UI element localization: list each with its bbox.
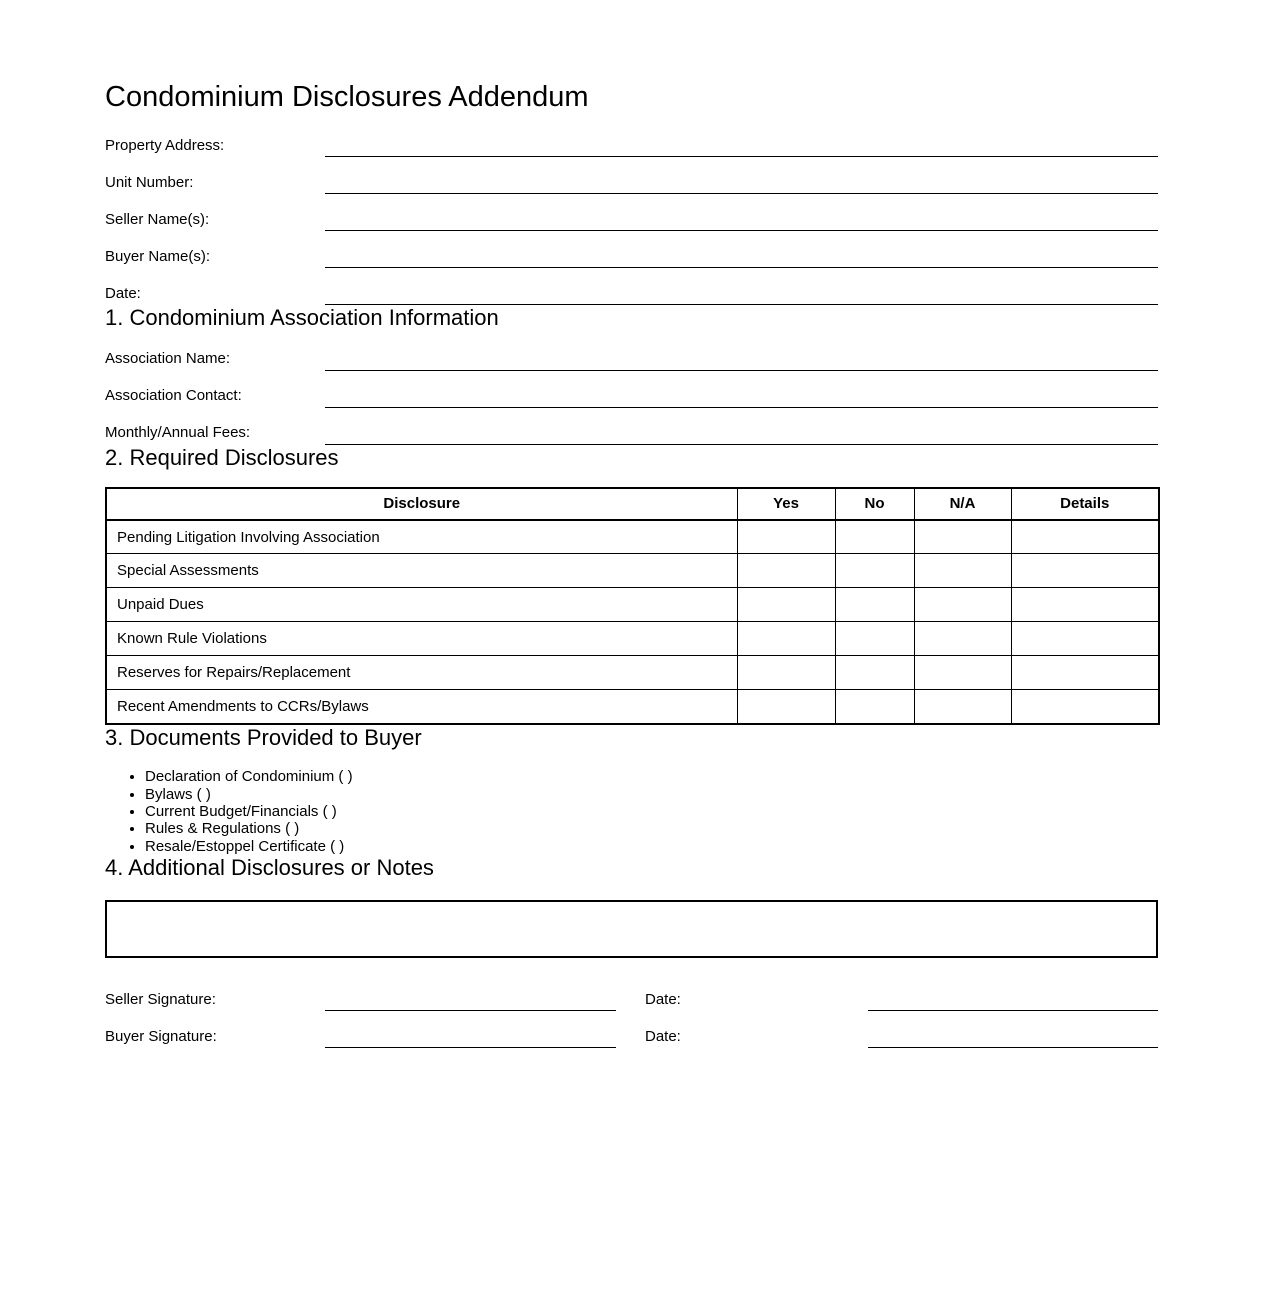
yes-cell[interactable] [737, 690, 835, 724]
na-cell[interactable] [914, 622, 1011, 656]
seller-names-input[interactable] [325, 201, 1158, 231]
na-cell[interactable] [914, 554, 1011, 588]
table-row [106, 690, 1159, 724]
list-item: • Current Budget/Financials ( ) [145, 803, 1158, 820]
details-cell[interactable] [1011, 588, 1159, 622]
field-row-buyer-names [105, 231, 1158, 268]
no-cell[interactable] [835, 554, 914, 588]
unit-number-label: Unit Number: [105, 174, 194, 192]
list-item: • Rules & Regulations ( ) [145, 820, 1158, 837]
seller-names-label: Seller Name(s): [105, 211, 210, 229]
no-cell[interactable] [835, 588, 914, 622]
fees-label: Monthly/Annual Fees: [105, 424, 251, 442]
details-cell[interactable] [1011, 690, 1159, 724]
details-cell[interactable] [1011, 622, 1159, 656]
yes-cell[interactable] [737, 588, 835, 622]
buyer-signature-input[interactable] [325, 1018, 616, 1048]
list-item: • Resale/Estoppel Certificate ( ) [145, 838, 1158, 855]
seller-date-label: Date: [645, 990, 681, 1008]
property-address-input[interactable] [325, 127, 1158, 157]
field-row-association-name [105, 334, 1158, 371]
date-input[interactable] [325, 275, 1158, 305]
field-row-association-contact [105, 371, 1158, 408]
notes-box[interactable] [105, 900, 1158, 958]
header-na: N/A [914, 488, 1011, 520]
yes-cell[interactable] [737, 554, 835, 588]
field-row-unit-number [105, 157, 1158, 194]
date-label: Date: [105, 285, 141, 303]
buyer-signature-label: Buyer Signature: [105, 1027, 217, 1045]
association-contact-label: Association Contact: [105, 387, 242, 405]
na-cell[interactable] [914, 520, 1011, 554]
table-row [106, 554, 1159, 588]
field-row-date [105, 268, 1158, 305]
field-row-seller-names [105, 194, 1158, 231]
field-row-fees [105, 408, 1158, 445]
na-cell[interactable] [914, 656, 1011, 690]
unit-number-input[interactable] [325, 164, 1158, 194]
details-cell[interactable] [1011, 520, 1159, 554]
buyer-date-input[interactable] [868, 1018, 1158, 1048]
header-disclosure: Disclosure [106, 488, 737, 520]
na-cell[interactable] [914, 690, 1011, 724]
seller-signature-input[interactable] [325, 981, 616, 1011]
details-cell[interactable] [1011, 554, 1159, 588]
yes-cell[interactable] [737, 520, 835, 554]
yes-cell[interactable] [737, 622, 835, 656]
section-heading-association: 1. Condominium Association Information [105, 305, 499, 331]
seller-signature-row [105, 974, 1158, 1011]
section-heading-documents: 3. Documents Provided to Buyer [105, 724, 422, 750]
disclosure-label-cell: Pending Litigation Involving Association [106, 520, 737, 554]
header-details: Details [1011, 488, 1159, 520]
header-fields [105, 120, 1158, 305]
association-fields [105, 334, 1158, 445]
association-name-label: Association Name: [105, 350, 231, 368]
page-title: Condominium Disclosures Addendum [105, 81, 589, 113]
list-item: • Bylaws ( ) [145, 786, 1158, 803]
header-no: No [835, 488, 914, 520]
signature-section [105, 974, 1158, 1048]
yes-cell[interactable] [737, 656, 835, 690]
no-cell[interactable] [835, 622, 914, 656]
association-name-input[interactable] [325, 341, 1158, 371]
documents-list [105, 768, 1158, 855]
disclosure-label-cell: Known Rule Violations [106, 622, 737, 656]
buyer-names-label: Buyer Name(s): [105, 248, 211, 266]
section-heading-disclosures: 2. Required Disclosures [105, 444, 339, 470]
buyer-signature-row [105, 1011, 1158, 1048]
list-item: • Declaration of Condominium ( ) [145, 768, 1158, 785]
disclosure-label-cell: Recent Amendments to CCRs/Bylaws [106, 690, 737, 724]
seller-date-input[interactable] [868, 981, 1158, 1011]
disclosure-label-cell: Special Assessments [106, 554, 737, 588]
seller-signature-label: Seller Signature: [105, 990, 216, 1008]
table-row [106, 588, 1159, 622]
table-row [106, 622, 1159, 656]
disclosure-label-cell: Unpaid Dues [106, 588, 737, 622]
table-row [106, 656, 1159, 690]
header-yes: Yes [737, 488, 835, 520]
fees-input[interactable] [325, 415, 1158, 445]
disclosure-label-cell: Reserves for Repairs/Replacement [106, 656, 737, 690]
section-heading-notes: 4. Additional Disclosures or Notes [105, 855, 434, 881]
table-header-row [106, 488, 1159, 520]
table-row [106, 520, 1159, 554]
no-cell[interactable] [835, 690, 914, 724]
na-cell[interactable] [914, 588, 1011, 622]
buyer-names-input[interactable] [325, 238, 1158, 268]
no-cell[interactable] [835, 656, 914, 690]
disclosures-table [105, 487, 1160, 725]
no-cell[interactable] [835, 520, 914, 554]
field-row-property-address [105, 120, 1158, 157]
details-cell[interactable] [1011, 656, 1159, 690]
buyer-date-label: Date: [645, 1027, 681, 1045]
property-address-label: Property Address: [105, 137, 225, 155]
association-contact-input[interactable] [325, 378, 1158, 408]
